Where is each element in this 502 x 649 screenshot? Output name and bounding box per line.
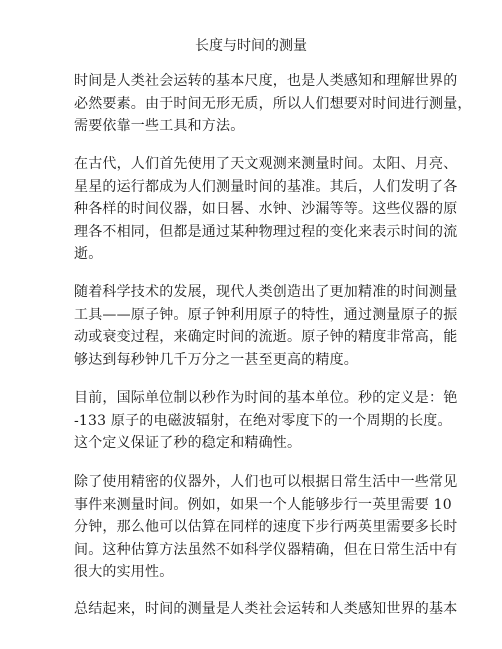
text-line: 需要依靠一些工具和方法。 — [74, 118, 245, 134]
text-line: 目前，国际单位制以秒作为时间的基本单位。秒的定义是：铯 — [74, 390, 458, 406]
text-line: 分钟，那么他可以估算在同样的速度下步行两英里需要多长时 — [74, 519, 458, 535]
text-line: 理各不相同，但都是通过某种物理过程的变化来表示时间的流 — [74, 223, 458, 240]
paragraph-3 — [74, 281, 458, 371]
text-line: 星星的运行都成为人们测量时间的基准。其后，人们发明了各 — [74, 178, 458, 195]
text-line: 够达到每秒钟几千万分之一甚至更高的精度。 — [74, 351, 358, 368]
text-line: 逝。 — [74, 246, 103, 262]
text-line: 必然要素。由于时间无形无质，所以人们想要对时间进行测量， — [74, 95, 472, 112]
paragraph-5 — [74, 471, 458, 584]
text-line: 动或衰变过程，来确定时间的流逝。原子钟的精度非常高，能 — [74, 329, 458, 345]
text-line: 很大的实用性。 — [74, 564, 174, 580]
text-line: 事件来测量时间。例如，如果一个人能够步行一英里需要 10 — [74, 496, 452, 513]
document-title: 长度与时间的测量 — [195, 38, 307, 54]
paragraph-6 — [74, 598, 458, 621]
text-line: 种各样的时间仪器，如日晷、水钟、沙漏等等。这些仪器的原 — [74, 201, 458, 217]
paragraph-1 — [74, 70, 472, 138]
text-line: 随着科学技术的发展，现代人类创造出了更加精准的时间测量 — [74, 284, 458, 300]
text-line: 间。这种估算方法虽然不如科学仪器精确，但在日常生活中有 — [74, 541, 458, 558]
text-line: -133 原子的电磁波辐射，在绝对零度下的一个周期的长度。 — [74, 412, 452, 429]
text-line: 这个定义保证了秒的稳定和精确性。 — [74, 435, 302, 451]
paragraph-2 — [74, 153, 458, 266]
text-line: 时间是人类社会运转的基本尺度，也是人类感知和理解世界的 — [74, 73, 458, 89]
text-line: 除了使用精密的仪器外，人们也可以根据日常生活中一些常见 — [74, 474, 458, 490]
text-line: 工具——原子钟。原子钟利用原子的特性，通过测量原子的振 — [74, 306, 458, 323]
text-line: 在古代，人们首先使用了天文观测来测量时间。太阳、月亮、 — [74, 156, 458, 172]
text-line: 总结起来，时间的测量是人类社会运转和人类感知世界的基本 — [74, 601, 458, 617]
paragraph-4 — [74, 387, 458, 455]
